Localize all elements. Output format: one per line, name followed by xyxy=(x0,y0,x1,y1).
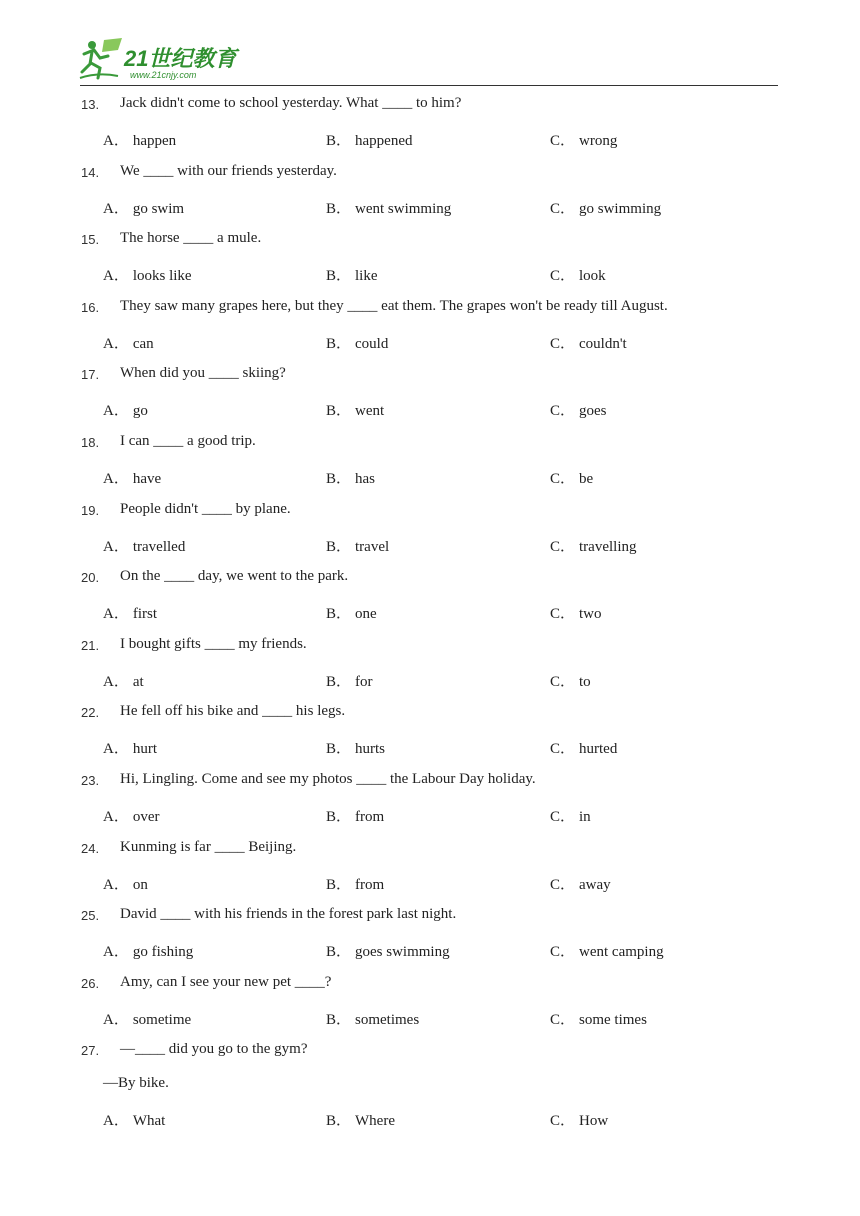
header-divider xyxy=(80,85,778,86)
option-letter: C． xyxy=(550,944,576,961)
option-letter: A． xyxy=(103,268,129,285)
option-c xyxy=(550,332,627,353)
option-letter: C． xyxy=(550,200,576,217)
question-number: 26. xyxy=(81,975,100,991)
option-b xyxy=(326,467,375,488)
option-c xyxy=(550,805,591,826)
option-c xyxy=(550,670,591,691)
option-c xyxy=(550,1008,647,1029)
option-text: couldn't xyxy=(579,335,627,352)
runner-icon xyxy=(80,38,122,78)
option-c xyxy=(550,940,664,961)
option-c xyxy=(550,197,661,218)
option-a xyxy=(103,467,161,488)
question-stem: Jack didn't come to school yesterday. What ____ to him? xyxy=(120,95,462,111)
option-a xyxy=(103,805,160,826)
option-text: be xyxy=(579,471,594,487)
option-text: How xyxy=(579,1113,609,1130)
option-text: two xyxy=(579,606,602,623)
option-letter: C． xyxy=(550,133,576,149)
option-c xyxy=(550,873,611,894)
question-number: 18. xyxy=(81,435,100,450)
option-text: in xyxy=(579,809,591,825)
logo-text: 21世纪教育 xyxy=(124,46,237,71)
option-text: for xyxy=(355,673,373,690)
option-text: goes swimming xyxy=(355,944,450,961)
option-text: over xyxy=(132,809,160,825)
question-stem: Kunming is far ____ Beijing. xyxy=(120,838,297,855)
option-text: wrong xyxy=(579,133,618,149)
option-letter: A． xyxy=(103,944,129,961)
question-number: 24. xyxy=(81,840,100,856)
option-a xyxy=(103,737,157,758)
question-number: 15. xyxy=(81,232,100,248)
option-letter: C． xyxy=(550,1113,576,1130)
option-b xyxy=(326,535,389,556)
question-stem: We ____ with our friends yesterday. xyxy=(120,162,337,179)
option-a xyxy=(103,535,185,556)
option-a xyxy=(103,264,192,285)
option-letter: B． xyxy=(326,335,352,352)
option-a xyxy=(103,602,157,623)
option-b xyxy=(326,805,384,826)
page-header xyxy=(0,0,860,90)
option-text: go xyxy=(132,403,148,420)
option-text: like xyxy=(355,268,378,285)
option-letter: A． xyxy=(103,606,129,623)
option-b xyxy=(326,332,388,353)
question-stem: I bought gifts ____ my friends. xyxy=(120,635,307,652)
option-b xyxy=(326,129,413,150)
option-letter: B． xyxy=(326,1011,352,1028)
option-text: have xyxy=(132,471,162,487)
option-a xyxy=(103,129,176,150)
option-text: hurted xyxy=(579,741,618,758)
option-letter: B． xyxy=(326,200,352,217)
logo-url: www.21cnjy.com xyxy=(130,70,197,80)
option-letter: A． xyxy=(103,876,129,893)
question-stem: Hi, Lingling. Come and see my photos ____ the Labour Day holiday. xyxy=(120,771,536,787)
question-number: 25. xyxy=(81,908,100,924)
question-number: 19. xyxy=(81,502,100,518)
question-stem: On the ____ day, we went to the park. xyxy=(120,568,349,585)
question-number: 14. xyxy=(81,164,100,180)
option-a xyxy=(103,940,193,961)
option-text: go swim xyxy=(132,200,185,217)
option-letter: C． xyxy=(550,268,576,285)
option-text: looks like xyxy=(132,268,192,285)
question-number: 23. xyxy=(81,773,100,788)
question-number: 22. xyxy=(81,705,100,721)
option-letter: A． xyxy=(103,809,129,825)
option-letter: C． xyxy=(550,876,576,893)
option-text: could xyxy=(355,335,389,352)
option-letter: B． xyxy=(326,133,352,149)
option-text: from xyxy=(355,809,385,825)
option-letter: A． xyxy=(103,471,129,487)
option-letter: B． xyxy=(326,606,352,623)
option-text: can xyxy=(132,335,154,352)
option-text: has xyxy=(355,471,376,487)
option-a xyxy=(103,197,184,218)
option-text: hurt xyxy=(132,741,158,758)
option-text: from xyxy=(355,876,385,893)
question-stem: I can ____ a good trip. xyxy=(120,433,256,449)
option-text: some times xyxy=(579,1011,647,1028)
option-letter: C． xyxy=(550,1011,576,1028)
question-stem: David ____ with his friends in the forest park last night. xyxy=(120,906,457,923)
option-b xyxy=(326,670,373,691)
option-text: travel xyxy=(355,538,390,555)
option-letter: B． xyxy=(326,809,352,825)
option-text: sometime xyxy=(132,1011,192,1028)
option-text: travelling xyxy=(579,538,637,555)
option-c xyxy=(550,129,617,150)
option-a xyxy=(103,1008,191,1029)
option-text: What xyxy=(132,1113,166,1130)
option-letter: B． xyxy=(326,471,352,487)
question-stem: They saw many grapes here, but they ____ eat them. The grapes won't be ready till August. xyxy=(120,297,668,314)
option-letter: C． xyxy=(550,471,576,487)
option-text: went swimming xyxy=(355,200,452,217)
option-letter: B． xyxy=(326,538,352,555)
option-text: happened xyxy=(355,133,413,149)
option-b xyxy=(326,264,378,285)
option-c xyxy=(550,602,602,623)
option-b xyxy=(326,602,377,623)
option-text: hurts xyxy=(355,741,386,758)
option-letter: A． xyxy=(103,1011,129,1028)
question-stem: Amy, can I see your new pet ____? xyxy=(120,973,332,990)
option-b xyxy=(326,1109,395,1130)
question-stem: He fell off his bike and ____ his legs. xyxy=(120,703,346,720)
option-letter: A． xyxy=(103,741,129,758)
question-reply: —By bike. xyxy=(103,1075,169,1092)
option-text: on xyxy=(132,876,148,893)
option-letter: B． xyxy=(326,268,352,285)
option-text: to xyxy=(579,673,591,690)
option-letter: C． xyxy=(550,809,576,825)
option-a xyxy=(103,670,144,691)
option-b xyxy=(326,940,450,961)
option-letter: A． xyxy=(103,200,129,217)
option-b xyxy=(326,197,451,218)
option-letter: A． xyxy=(103,538,129,555)
option-b xyxy=(326,1008,419,1029)
question-number: 27. xyxy=(81,1043,100,1059)
option-letter: C． xyxy=(550,606,576,623)
option-b xyxy=(326,399,384,420)
option-c xyxy=(550,399,607,420)
option-letter: A． xyxy=(103,1113,129,1130)
option-text: away xyxy=(579,876,611,893)
question-number: 21. xyxy=(81,637,100,653)
option-b xyxy=(326,873,384,894)
option-c xyxy=(550,1109,608,1130)
option-text: happen xyxy=(132,133,177,149)
option-text: at xyxy=(132,673,144,690)
option-letter: C． xyxy=(550,673,576,690)
option-letter: A． xyxy=(103,133,129,149)
question-stem: —____ did you go to the gym? xyxy=(120,1041,308,1058)
option-letter: B． xyxy=(326,741,352,758)
question-stem: When did you ____ skiing? xyxy=(120,365,286,382)
option-c xyxy=(550,264,606,285)
option-letter: B． xyxy=(326,673,352,690)
option-text: go fishing xyxy=(132,944,194,961)
option-text: went camping xyxy=(579,944,664,961)
option-letter: B． xyxy=(326,403,352,420)
question-stem: The horse ____ a mule. xyxy=(120,230,262,247)
option-text: go swimming xyxy=(579,200,662,217)
question-number: 20. xyxy=(81,570,100,586)
option-b xyxy=(326,737,385,758)
option-text: Where xyxy=(355,1113,395,1130)
option-letter: C． xyxy=(550,403,576,420)
option-a xyxy=(103,1109,165,1130)
question-number: 16. xyxy=(81,299,100,315)
logo xyxy=(78,36,248,82)
option-a xyxy=(103,399,148,420)
option-letter: B． xyxy=(326,876,352,893)
option-letter: A． xyxy=(103,335,129,352)
question-number: 13. xyxy=(81,97,100,112)
question-number: 17. xyxy=(81,367,100,383)
option-letter: C． xyxy=(550,538,576,555)
option-text: went xyxy=(355,403,385,420)
option-letter: C． xyxy=(550,335,576,352)
option-text: travelled xyxy=(132,538,186,555)
option-text: goes xyxy=(579,403,607,420)
option-text: sometimes xyxy=(355,1011,420,1028)
option-letter: A． xyxy=(103,403,129,420)
question-stem: People didn't ____ by plane. xyxy=(120,500,291,517)
option-letter: C． xyxy=(550,741,576,758)
option-c xyxy=(550,467,593,488)
option-a xyxy=(103,873,148,894)
option-letter: B． xyxy=(326,944,352,961)
option-text: one xyxy=(355,606,377,623)
option-text: look xyxy=(579,268,606,285)
option-text: first xyxy=(132,606,158,623)
option-a xyxy=(103,332,154,353)
option-letter: A． xyxy=(103,673,129,690)
option-c xyxy=(550,737,617,758)
option-c xyxy=(550,535,637,556)
option-letter: B． xyxy=(326,1113,352,1130)
